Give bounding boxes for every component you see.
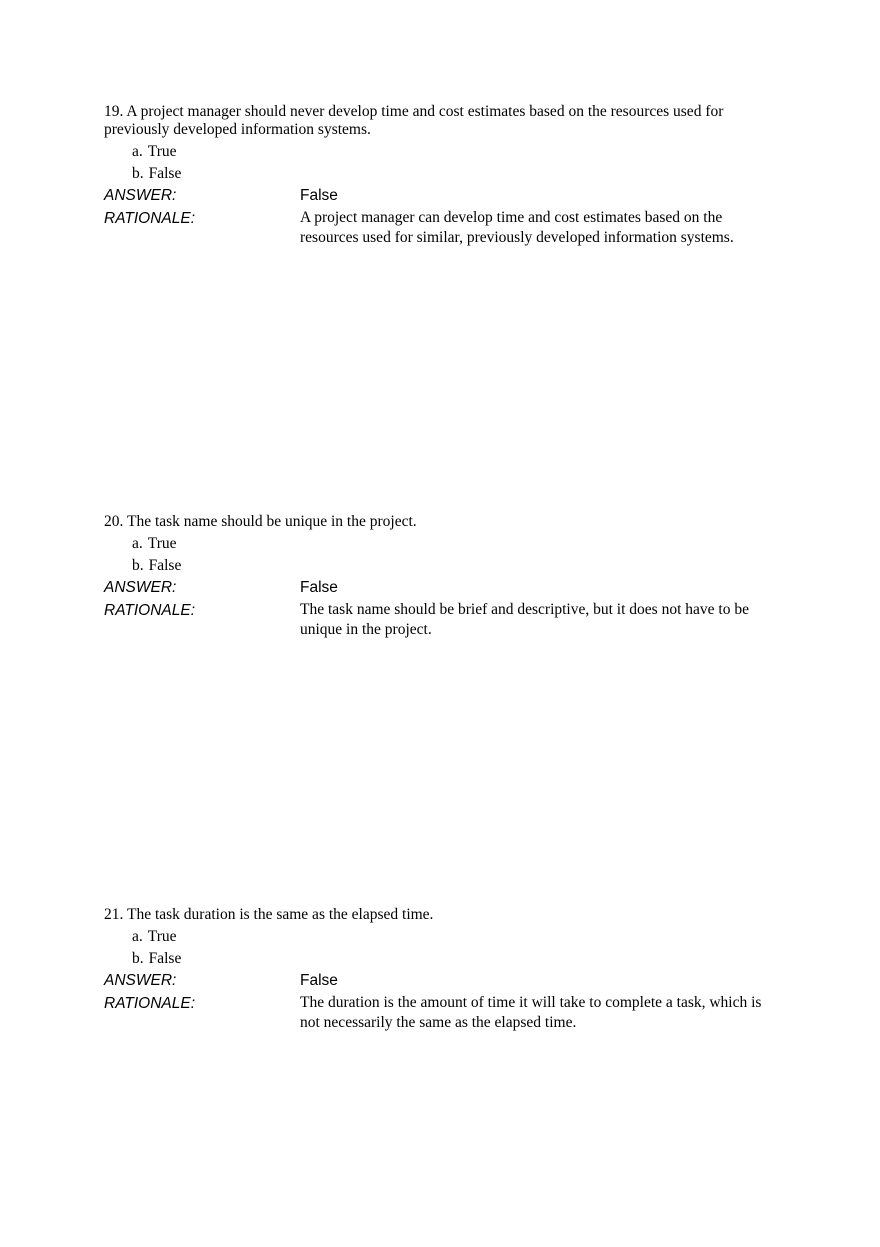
rationale-row [104, 600, 784, 640]
option-text: False [148, 950, 182, 967]
answer-label: ANSWER: [104, 972, 177, 989]
answer-value: False [300, 972, 338, 989]
option-a [132, 926, 784, 948]
answer-row [104, 577, 784, 599]
rationale-row [104, 993, 784, 1033]
option-list [104, 926, 784, 970]
option-letter: b. [132, 950, 144, 967]
option-letter: a. [132, 928, 143, 945]
answer-row [104, 970, 784, 992]
option-letter: a. [132, 535, 143, 552]
option-list [104, 533, 784, 577]
rationale-label: RATIONALE: [104, 210, 196, 227]
option-letter: b. [132, 165, 144, 182]
option-b [132, 948, 784, 970]
rationale-label: RATIONALE: [104, 602, 196, 619]
rationale-label: RATIONALE: [104, 995, 196, 1012]
answer-label: ANSWER: [104, 579, 177, 596]
rationale-text: The duration is the amount of time it will take to complete a task, which is not necessarily the same as the elapsed time. [300, 994, 762, 1031]
question-20 [104, 513, 784, 640]
answer-value: False [300, 579, 338, 596]
option-a [132, 533, 784, 555]
option-text: True [147, 143, 177, 160]
question-stem: 20. The task name should be unique in the project. [104, 513, 417, 530]
answer-row [104, 185, 784, 207]
option-text: True [147, 535, 177, 552]
option-text: False [148, 557, 182, 574]
option-b [132, 163, 784, 185]
question-19 [104, 103, 784, 248]
rationale-text: The task name should be brief and descriptive, but it does not have to be unique in the project. [300, 601, 749, 638]
answer-value: False [300, 187, 338, 204]
question-stem: 21. The task duration is the same as the elapsed time. [104, 906, 434, 923]
rationale-row [104, 208, 784, 248]
option-b [132, 555, 784, 577]
question-stem: 19. A project manager should never develop time and cost estimates based on the resources used for previously developed information systems. [104, 103, 724, 138]
question-21 [104, 906, 784, 1033]
option-text: False [148, 165, 182, 182]
rationale-text: A project manager can develop time and cost estimates based on the resources used for similar, previously developed information systems. [300, 209, 734, 246]
option-list [104, 141, 784, 185]
option-text: True [147, 928, 177, 945]
option-letter: b. [132, 557, 144, 574]
option-letter: a. [132, 143, 143, 160]
answer-label: ANSWER: [104, 187, 177, 204]
option-a [132, 141, 784, 163]
